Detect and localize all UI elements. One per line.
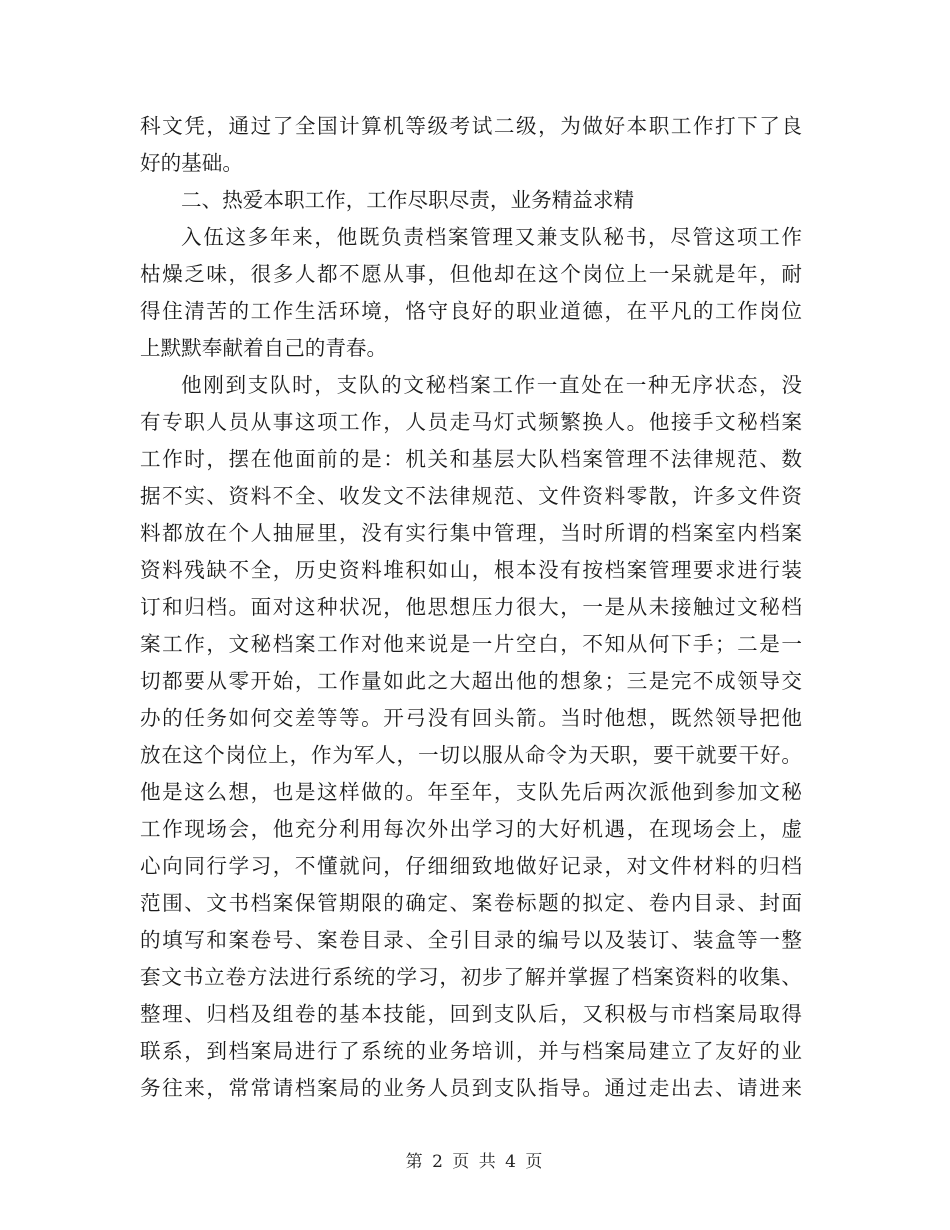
text-line: 二、热爱本职工作，工作尽职尽责，业务精益求精 [181,188,635,212]
text-line: 的填写和案卷号、案卷目录、全引目录的编号以及装订、装盒等一整 [140,928,802,952]
text-line: 办的任务如何交差等等。开弓没有回头箭。当时他想，既然领导把他 [140,706,802,730]
text-line: 案工作，文秘档案工作对他来说是一片空白，不知从何下手；二是一 [140,632,802,656]
text-line: 他是这么想，也是这样做的。年至年，支队先后两次派他到参加文秘 [140,780,802,804]
text-line: 联系，到档案局进行了系统的业务培训，并与档案局建立了友好的业 [140,1039,802,1063]
text-line: 料都放在个人抽屉里，没有实行集中管理，当时所谓的档案室内档案 [140,521,802,545]
text-line: 据不实、资料不全、收发文不法律规范、文件资料零散，许多文件资 [140,484,802,508]
text-line: 枯燥乏味，很多人都不愿从事，但他却在这个岗位上一呆就是年，耐 [140,262,802,286]
text-line: 工作时，摆在他面前的是：机关和基层大队档案管理不法律规范、数 [140,447,802,471]
text-line: 套文书立卷方法进行系统的学习，初步了解并掌握了档案资料的收集、 [140,965,802,989]
text-line: 订和归档。面对这种状况，他思想压力很大，一是从未接触过文秘档 [140,595,802,619]
text-line: 有专职人员从事这项工作，人员走马灯式频繁换人。他接手文秘档案 [140,410,802,434]
text-line: 资料残缺不全，历史资料堆积如山，根本没有按档案管理要求进行装 [140,558,802,582]
text-line: 他刚到支队时，支队的文秘档案工作一直处在一种无序状态，没 [181,373,802,397]
text-line: 上默默奉献着自己的青春。 [140,336,388,360]
text-line: 心向同行学习，不懂就问，仔细细致地做好记录，对文件材料的归档 [140,854,802,878]
text-line: 得住清苦的工作生活环境，恪守良好的职业道德，在平凡的工作岗位 [140,299,802,323]
text-line: 整理、归档及组卷的基本技能，回到支队后，又积极与市档案局取得 [140,1002,802,1026]
text-line: 工作现场会，他充分利用每次外出学习的大好机遇，在现场会上，虚 [140,817,802,841]
text-line: 放在这个岗位上，作为军人，一切以服从命令为天职，要干就要干好。 [140,743,802,767]
text-line: 务往来，常常请档案局的业务人员到支队指导。通过走出去、请进来 [140,1076,802,1100]
text-line: 范围、文书档案保管期限的确定、案卷标题的拟定、卷内目录、封面 [140,891,802,915]
text-line: 切都要从零开始，工作量如此之大超出他的想象；三是完不成领导交 [140,669,802,693]
text-line: 好的基础。 [140,151,243,175]
body-text [140,108,802,1107]
text-line: 入伍这多年来，他既负责档案管理又兼支队秘书，尽管这项工作 [181,225,802,249]
text-line: 科文凭，通过了全国计算机等级考试二级，为做好本职工作打下了良 [140,114,802,138]
page-footer: 第 2 页 共 4 页 [405,1152,545,1172]
